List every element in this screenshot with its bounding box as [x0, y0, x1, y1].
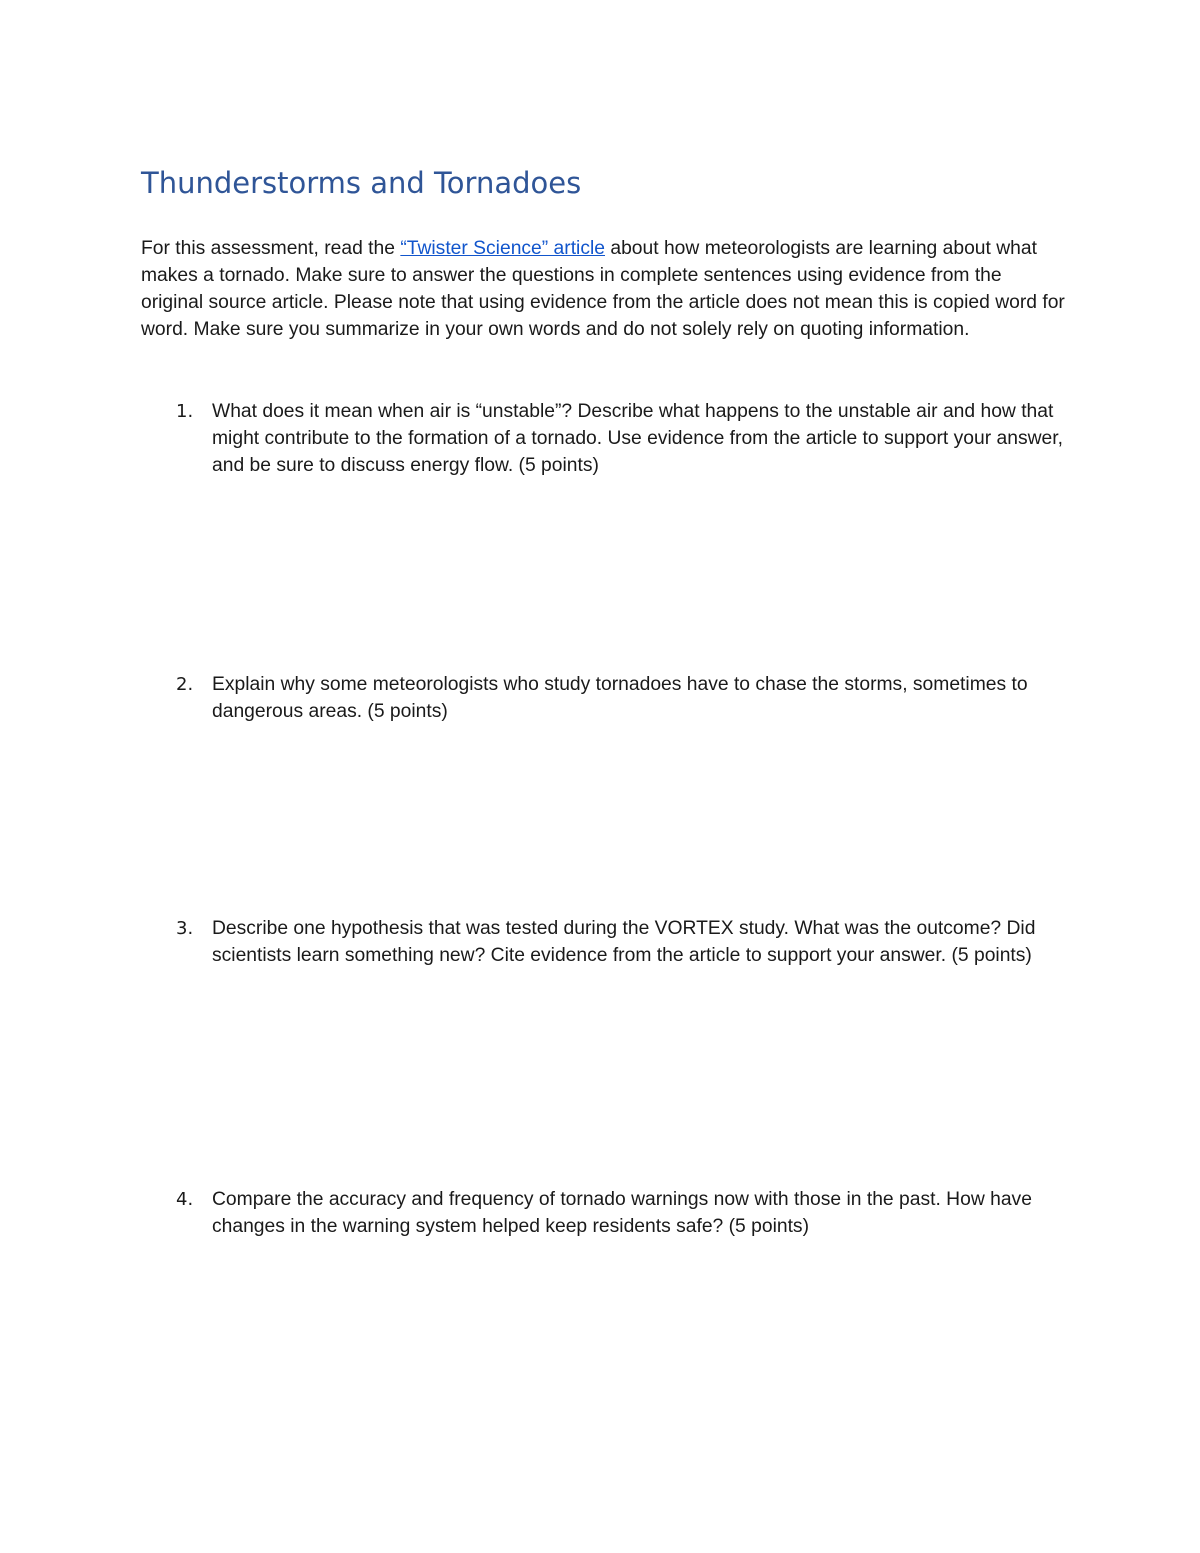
question-item	[141, 398, 1066, 479]
question-number: 4.	[176, 1189, 194, 1210]
question-item	[141, 915, 1066, 969]
page-title: Thunderstorms and Tornadoes	[141, 166, 582, 200]
question-text: Describe one hypothesis that was tested during the VORTEX study. What was the outcome? Did scientists learn something new? Cite evidence from the article to support your answer. (5 points)	[212, 918, 1036, 966]
question-number: 1.	[176, 401, 194, 422]
question-text: What does it mean when air is “unstable”? Describe what happens to the unstable air and how that might contribute to the formation of a tornado. Use evidence from the article to support your answer, and be sure to discuss energy flow. (5 points)	[212, 401, 1063, 476]
intro-text-before-link: For this assessment, read the	[141, 238, 401, 259]
question-item	[141, 671, 1066, 725]
twister-science-article-link[interactable]: “Twister Science” article	[400, 238, 605, 259]
question-number: 2.	[176, 674, 194, 695]
question-item	[141, 1186, 1066, 1240]
intro-paragraph	[141, 235, 1066, 343]
question-text: Compare the accuracy and frequency of tornado warnings now with those in the past. How have changes in the warning system helped keep residents safe? (5 points)	[212, 1189, 1032, 1237]
intro-text-after-link: about how meteorologists are learning about what makes a tornado. Make sure to answer the questions in complete sentences using evidence from the original source article. Please note that using evidence from the article does not mean this is copied word for word. Make sure you summarize in your own words and do not solely rely on quoting information.	[141, 238, 1065, 340]
question-number: 3.	[176, 918, 194, 939]
question-text: Explain why some meteorologists who study tornadoes have to chase the storms, sometimes to dangerous areas. (5 points)	[212, 674, 1028, 722]
